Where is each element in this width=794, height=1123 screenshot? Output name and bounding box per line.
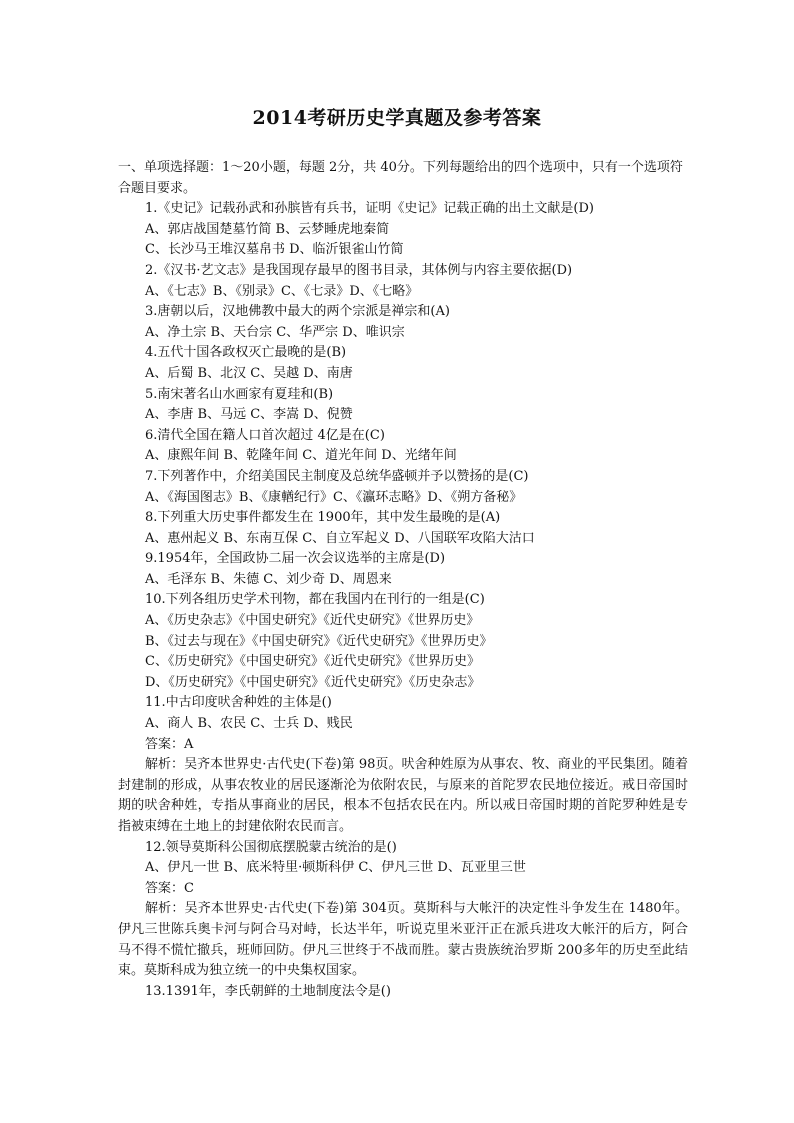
question-stem: 10.下列各组历史学术刊物，都在我国内在刊行的一组是(C) [145,592,485,608]
question-stem: 1.《史记》记载孙武和孙膑皆有兵书，证明《史记》记载正确的出土文献是(D) [145,201,594,217]
question-stem: 13.1391年，李氏朝鲜的土地制度法令是() [145,983,391,999]
question-options: A、后蜀 B、北汉 C、吴越 D、南唐 [145,365,353,381]
document-body [118,158,688,1002]
question-stem: 5.南宋著名山水画家有夏珪和(B) [145,386,334,402]
question-option: C、《历史研究》《中国史研究》《近代史研究》《世界历史》 [145,654,480,670]
question-options: A、伊凡一世 B、底米特里·顿斯科伊 C、伊凡三世 D、瓦亚里三世 [145,860,526,876]
question-stem: 2.《汉书·艺文志》是我国现存最早的图书目录，其体例与内容主要依据(D) [145,262,573,278]
question-options: A、郭店战国楚墓竹简 B、云梦睡虎地秦简 [145,221,390,237]
question-stem: 9.1954年，全国政协二届一次会议选举的主席是(D) [145,551,446,567]
answer-line: 答案：C [145,880,194,896]
question-options: A、李唐 B、马远 C、李嵩 D、倪赞 [145,407,353,423]
question-stem: 12.领导莫斯科公国彻底摆脱蒙古统治的是() [145,839,397,855]
question-stem: 7.下列著作中，介绍美国民主制度及总统华盛顿并予以赞扬的是(C) [145,468,529,484]
question-options: A、惠州起义 B、东南互保 C、自立军起义 D、八国联军攻陷大沽口 [145,530,535,546]
question-options: A、《七志》B、《别录》C、《七录》D、《七略》 [145,283,419,299]
page-title: 2014考研历史学真题及参考答案 [252,107,542,129]
question-options: A、毛泽东 B、朱德 C、刘少奇 D、周恩来 [145,571,392,587]
question-options: A、净土宗 B、天台宗 C、华严宗 D、唯识宗 [145,324,405,340]
question-option: B、《过去与现在》《中国史研究》《近代史研究》《世界历史》 [145,633,493,649]
question-stem: 6.清代全国在籍人口首次超过 4亿是在(C) [145,427,385,443]
answer-line: 答案：A [145,736,194,752]
question-option: A、《历史杂志》《中国史研究》《近代史研究》《世界历史》 [145,613,480,629]
analysis-paragraph: 解析：吴齐本世界史·古代史(下卷)第 98页。吠舍种姓原为从事农、牧、商业的平民集团。随着封建制的形成，从事农牧业的居民逐渐沦为依附农民，与原来的首陀罗农民地位接近。戒日帝国时期的吠舍种姓，专指从事商业的居民，根本不包括农民在内。所以戒日帝国时期的首陀罗种姓是专指被束缚在土地上的封建依附农民而言。 [118,757,688,834]
question-options: A、康熙年间 B、乾隆年间 C、道光年间 D、光绪年间 [145,448,457,464]
question-stem: 8.下列重大历史事件都发生在 1900年，其中发生最晚的是(A) [145,510,501,526]
analysis-paragraph: 解析：吴齐本世界史·古代史(下卷)第 304页。莫斯科与大帐汗的决定性斗争发生在 1480年。伊凡三世陈兵奥卡河与阿合马对峙，长达半年，听说克里米亚汗正在派兵进攻大帐汗的后方，阿合马不得不慌忙撤兵，班师回防。伊凡三世终于不战而胜。蒙古贵族统治罗斯 200多年的历史至此结束。莫斯科成为独立统一的中央集权国家。 [118,901,688,979]
section-intro: 一、单项选择题：1～20小题，每题 2分，共 40分。下列每题给出的四个选项中，只有一个选项符合题目要求。 [118,160,683,196]
question-stem: 11.中古印度吠舍种姓的主体是() [145,695,332,711]
question-stem: 3.唐朝以后，汉地佛教中最大的两个宗派是禅宗和(A) [145,304,450,320]
question-option: D、《历史研究》《中国史研究》《近代史研究》《历史杂志》 [145,674,481,690]
question-options: C、长沙马王堆汉墓帛书 D、临沂银雀山竹简 [145,242,404,258]
question-stem: 4.五代十国各政权灭亡最晚的是(B) [145,345,347,361]
question-options: A、商人 B、农民 C、士兵 D、贱民 [145,716,353,732]
question-options: A、《海国图志》B、《康輶纪行》C、《瀛环志略》D、《朔方备秘》 [145,489,523,505]
